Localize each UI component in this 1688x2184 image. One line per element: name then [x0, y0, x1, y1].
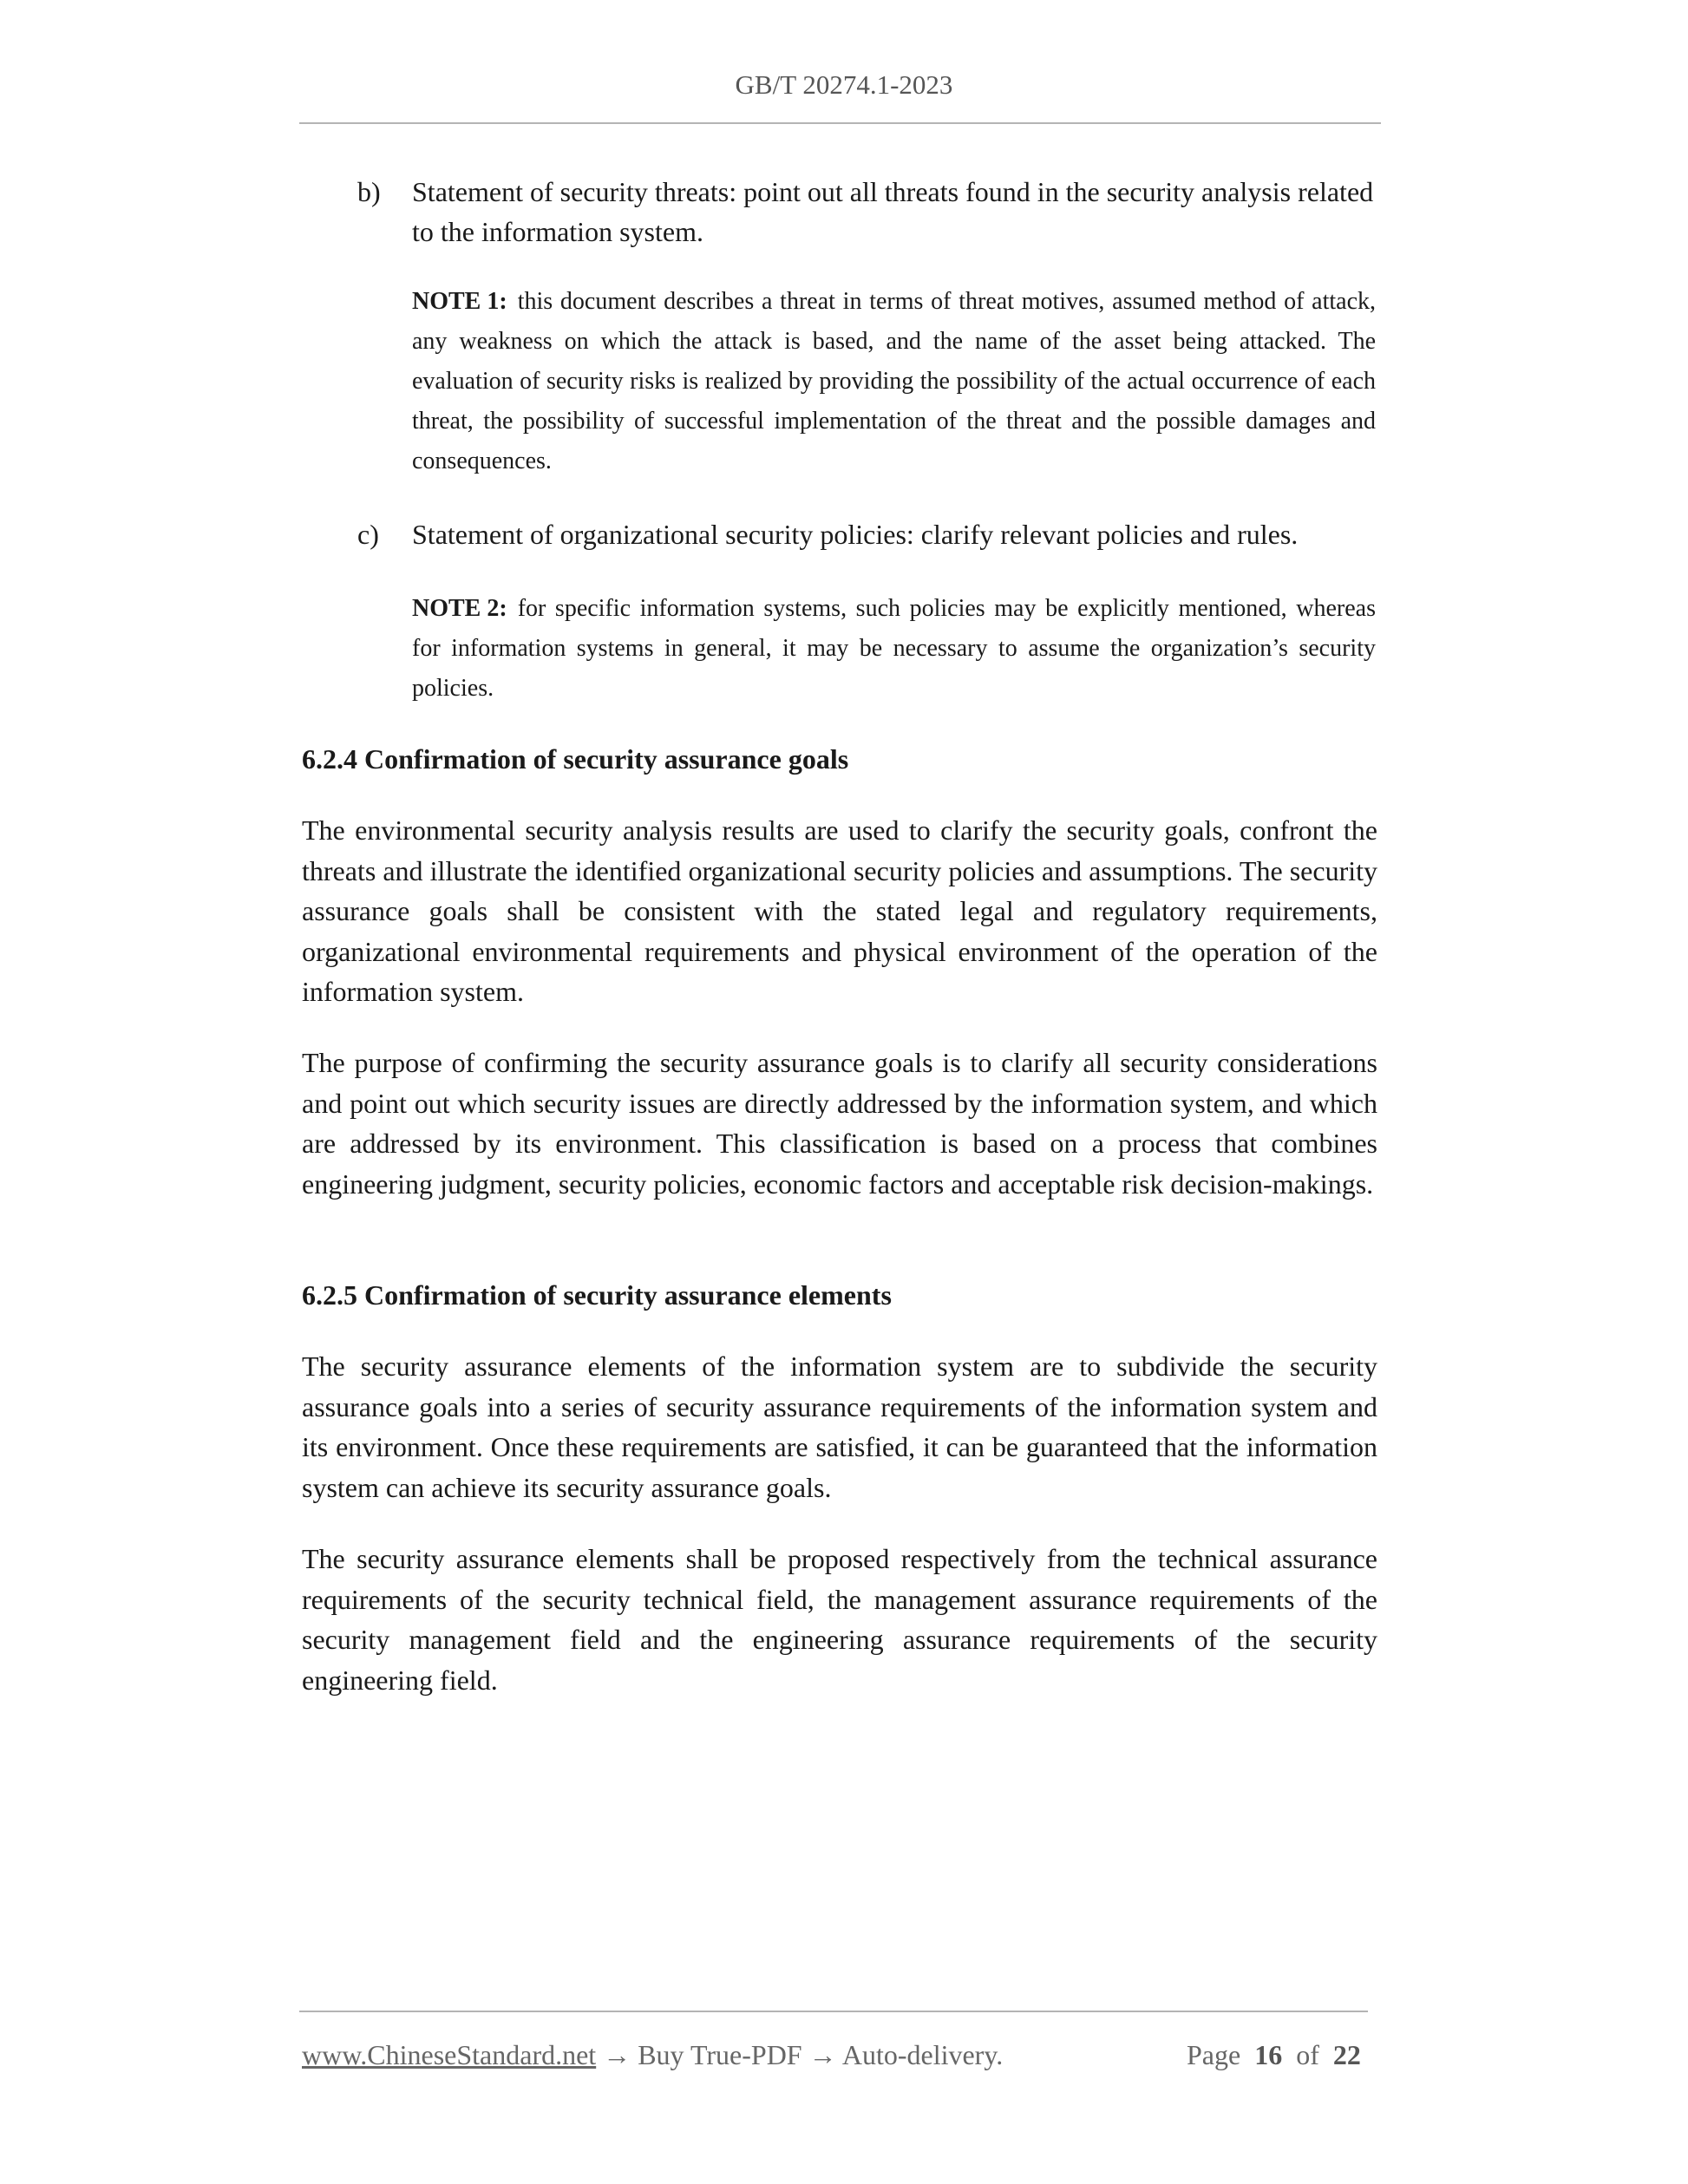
header-divider: [299, 122, 1381, 124]
page-current: 16: [1254, 2039, 1283, 2070]
note-label: NOTE 1:: [412, 288, 507, 315]
paragraph: The purpose of confirming the security assurance goals is to clarify all security considerations and point out which security issues are directly addressed by the information system, and which are addressed by its environment. This classification is based on a process that combines engineering judgment, security policies, economic factors and acceptable risk decision-makings.: [302, 1047, 1377, 1200]
document-id-header: GB/T 20274.1-2023: [735, 69, 953, 100]
page-total: 22: [1332, 2039, 1361, 2070]
note-text: this document describes a threat in terms of threat motives, assumed method of attack, any weakness on which the attack is based, and the name of the asset being attacked. The evaluation of security risks is realized by providing the possibility of the actual occurrence of each threat, the possibility of successful implementation of the threat and the possible damages and consequences.: [412, 288, 1376, 474]
paragraph: The security assurance elements of the information system are to subdivide the security assurance goals into a series of security assurance requirements of the information system and its environment. Once these requirements are satisfied, it can be guaranteed that the information system can achieve its security assurance goals.: [302, 1350, 1377, 1503]
note-label: NOTE 2:: [412, 595, 507, 622]
paragraph: The environmental security analysis results are used to clarify the security goals, confront the threats and illustrate the identified organizational security policies and assumptions. The security assurance goals shall be consistent with the stated legal and regulatory requirements, organizational environmental requirements and physical environment of the operation of the information system.: [302, 814, 1377, 1007]
note-1: [412, 282, 1376, 481]
paragraph: The security assurance elements shall be proposed respectively from the technical assurance requirements of the security technical field, the management assurance requirements of the security management field and the engineering assurance requirements of the security engineering field.: [302, 1543, 1377, 1696]
list-marker: b): [357, 176, 381, 207]
footer-promo: [302, 2036, 1003, 2074]
note-2: [412, 589, 1376, 709]
note-text: for specific information systems, such policies may be explicitly mentioned, whereas for information systems in general, it may be necessary to assume the organization’s security policies.: [412, 595, 1376, 702]
page-indicator: [1187, 2036, 1361, 2074]
section-heading-6-2-5: 6.2.5 Confirmation of security assurance elements: [302, 1279, 892, 1311]
footer-divider: [299, 2011, 1368, 2012]
section-heading-6-2-4: 6.2.4 Confirmation of security assurance goals: [302, 743, 849, 775]
list-item-b: [357, 172, 1376, 252]
list-item-text: Statement of organizational security policies: clarify relevant policies and rules.: [412, 519, 1299, 550]
of-word: of: [1296, 2039, 1319, 2070]
site-link[interactable]: www.ChineseStandard.net: [302, 2039, 597, 2070]
list-item-text: Statement of security threats: point out all threats found in the security analysis related to the information system.: [412, 176, 1374, 247]
page-word: Page: [1187, 2039, 1241, 2070]
list-item-c: [357, 514, 1376, 554]
list-marker: c): [357, 519, 379, 550]
footer-tagline: → Buy True-PDF → Auto-delivery.: [596, 2039, 1004, 2070]
